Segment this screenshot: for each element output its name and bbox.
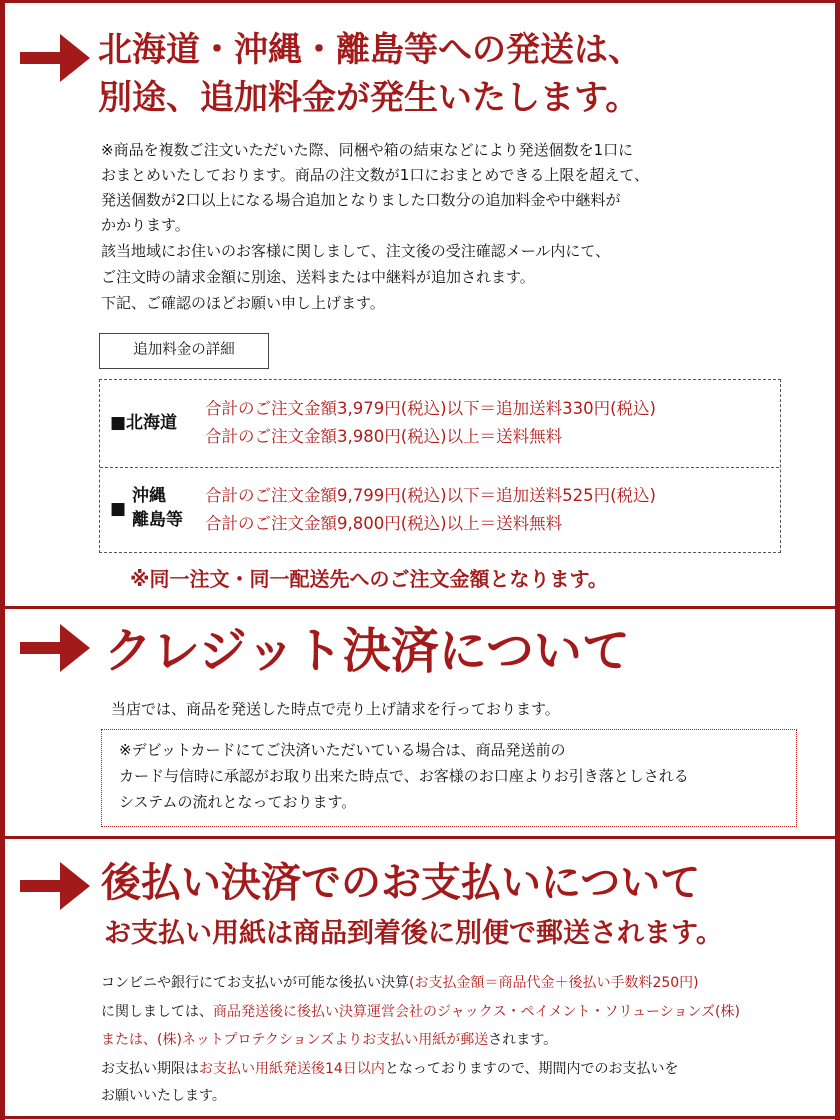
fee-line: 合計のご注文金額3,980円(税込)以上＝送料無料 <box>205 427 563 446</box>
deferred-line <box>101 1057 679 1083</box>
section-divider <box>0 606 840 609</box>
top-divider <box>0 0 840 3</box>
deferred-line: お願いいたします。 <box>101 1088 226 1104</box>
debit-note-box <box>101 729 797 827</box>
fee-line: 合計のご注文金額9,799円(税込)以下＝追加送料525円(税込) <box>205 486 656 505</box>
region-label: ■北海道 <box>110 413 178 433</box>
fee-row-hokkaido <box>100 380 779 465</box>
text-span-red: 商品発送後に後払い決算運営会社のジャックス・ペイメント・ソリューションズ(株) <box>213 1004 740 1020</box>
section-divider <box>0 836 840 839</box>
deferred-heading: 後払い決済でのお支払いについて <box>101 860 701 906</box>
text-span: となっておりますので、期間内でのお支払いを <box>384 1061 679 1077</box>
paragraph-line: 該当地域にお住いのお客様に関しまして、注文後の受注確認メール内にて、 <box>101 242 611 260</box>
deferred-line <box>101 971 699 997</box>
paragraph-line: かかります。 <box>101 216 190 234</box>
fee-line: 合計のご注文金額9,800円(税込)以上＝送料無料 <box>205 514 563 533</box>
box-line: ※デビットカードにてご決済いただいている場合は、商品発送前の <box>119 741 566 759</box>
fee-table <box>99 379 781 553</box>
fee-row-okinawa <box>100 467 779 553</box>
deferred-line <box>101 1000 740 1026</box>
fee-line: 合計のご注文金額3,979円(税込)以下＝追加送料330円(税込) <box>205 399 656 418</box>
detail-label: 追加料金の詳細 <box>99 333 269 369</box>
region-label: 離島等 <box>132 510 183 530</box>
text-span: コンビニや銀行にてお支払いが可能な後払い決算 <box>101 975 409 991</box>
shipping-note: ※同一注文・同一配送先へのご注文金額となります。 <box>130 567 608 591</box>
bottom-divider <box>0 1116 840 1119</box>
arrow-right-icon <box>20 858 92 914</box>
text-span: に関しましては、 <box>101 1004 213 1020</box>
text-span: お支払い期限は <box>101 1061 199 1077</box>
paragraph-line: ※商品を複数ご注文いただいた際、同梱や箱の結束などにより発送個数を1口に <box>101 141 634 159</box>
region-label: 沖縄 <box>132 486 166 506</box>
text-span-red: または、(株)ネットプロテクションズよりお支払い用紙が郵送 <box>101 1032 489 1048</box>
paragraph-line: ご注文時の請求金額に別途、送料または中継料が追加されます。 <box>101 268 535 286</box>
text-span-red: (お支払金額＝商品代金＋後払い手数料250円) <box>409 975 699 991</box>
deferred-line <box>101 1028 557 1054</box>
box-line: システムの流れとなっております。 <box>119 793 357 811</box>
shipping-heading-line1: 北海道・沖縄・離島等への発送は、 <box>98 30 642 70</box>
deferred-subheading: お支払い用紙は商品到着後に別便で郵送されます。 <box>104 918 723 949</box>
credit-heading: クレジット決済について <box>104 623 630 679</box>
box-line: カード与信時に承認がお取り出来た時点で、お客様のお口座よりお引き落としされる <box>119 767 689 785</box>
credit-intro: 当店では、商品を発送した時点で売り上げ請求を行っております。 <box>111 700 560 718</box>
arrow-right-icon <box>20 30 92 86</box>
paragraph-line: おまとめいたしております。商品の注文数が1口におまとめできる上限を超えて、 <box>101 166 650 184</box>
region-mark: ■ <box>110 499 127 519</box>
arrow-right-icon <box>20 620 92 676</box>
paragraph-line: 下記、ご確認のほどお願い申し上げます。 <box>101 294 385 312</box>
text-span-red: お支払い用紙発送後14日以内 <box>199 1061 385 1077</box>
text-span: されます。 <box>488 1032 558 1048</box>
shipping-heading-line2: 別途、追加料金が発生いたします。 <box>98 78 640 118</box>
paragraph-line: 発送個数が2口以上になる場合追加となりました口数分の追加料金や中継料が <box>101 191 621 209</box>
